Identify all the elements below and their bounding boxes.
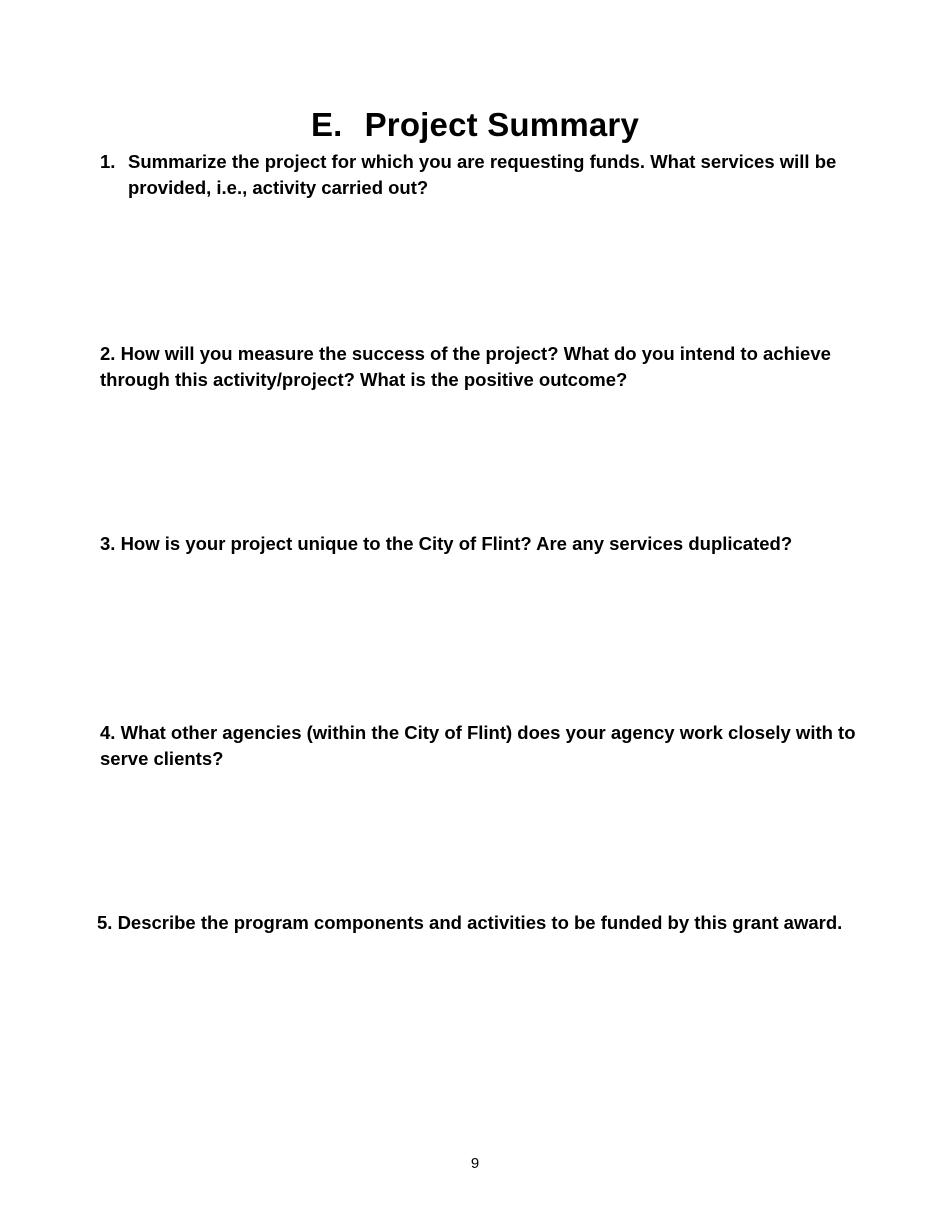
question-4: 4. What other agencies (within the City of Flint) does your agency work closely with to serve clients? (100, 722, 856, 769)
page-number: 9 (470, 1155, 480, 1172)
question-1-number: 1. (100, 151, 116, 172)
question-1 (100, 149, 880, 201)
page-title (0, 106, 950, 144)
section-letter: E. (310, 106, 343, 143)
question-1-text: Summarize the project for which you are requesting funds. What services will be provided, i.e., activity carried out? (128, 151, 837, 198)
question-2: 2. How will you measure the success of the project? What do you intend to achieve through this activity/project? What is the positive outcome? (100, 343, 831, 390)
question-5: 5. Describe the program components and activities to be funded by this grant award. (97, 912, 843, 933)
question-3: 3. How is your project unique to the City of Flint? Are any services duplicated? (100, 533, 793, 554)
section-title-text: Project Summary (364, 106, 640, 143)
